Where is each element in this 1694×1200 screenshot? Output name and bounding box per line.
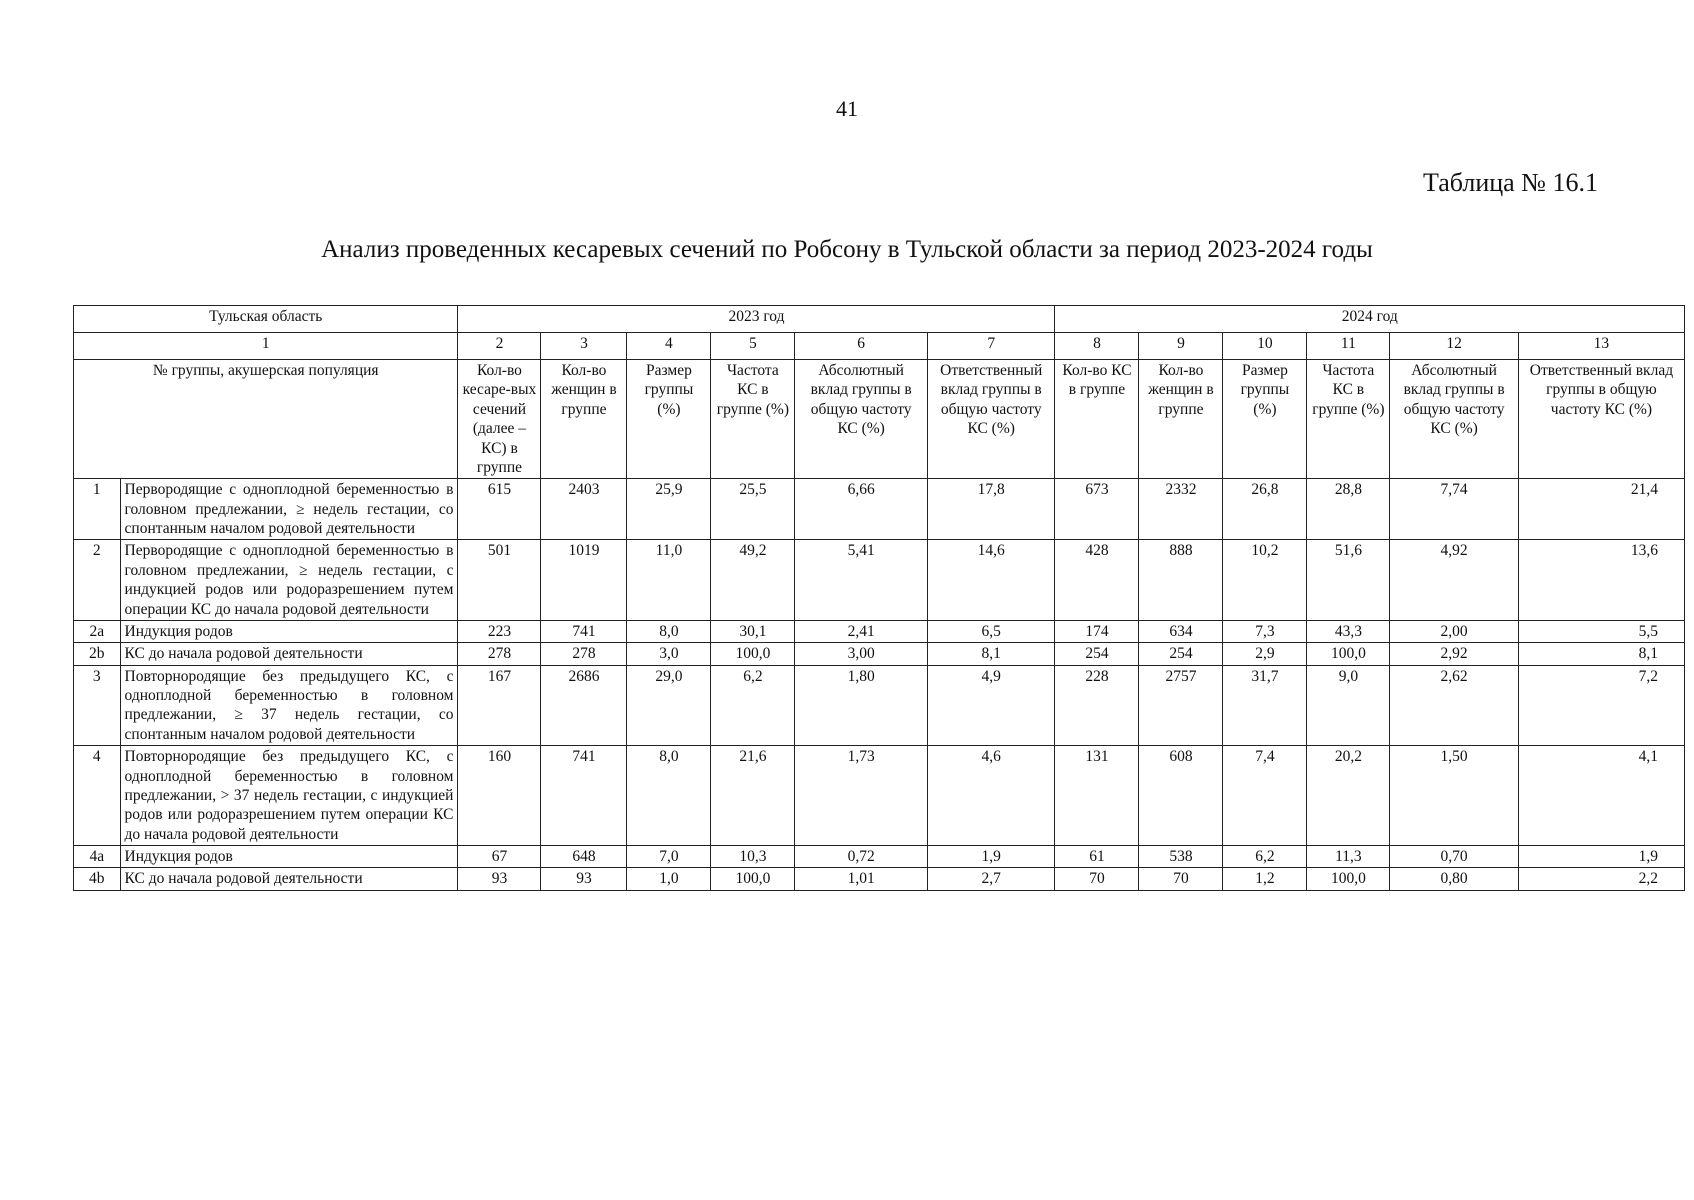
table-cell: 7,0 (627, 846, 711, 868)
column-header: Частота КС в группе (%) (1307, 360, 1390, 479)
table-row (74, 868, 1685, 890)
table-cell: 2,00 (1390, 620, 1519, 642)
table-cell: 6,5 (927, 620, 1055, 642)
table-cell: 10,2 (1223, 540, 1307, 621)
table-cell: 1,01 (795, 868, 928, 890)
group-id: 2 (74, 540, 121, 621)
table-cell: 4,9 (927, 665, 1055, 746)
group-description: Первородящие с одноплодной беременностью в головном предлежании, ≥ недель гестации, со спонтанным началом родовой деятельности (120, 479, 458, 540)
group-description: Повторнородящие без предыдущего КС, с одноплодной беременностью в головном предлежании, ≥ 37 недель гестации, со спонтанным началом родовой деятельности (120, 665, 458, 746)
table-cell: 741 (541, 620, 627, 642)
group-id: 3 (74, 665, 121, 746)
group-header: № группы, акушерская популяция (74, 360, 458, 479)
column-header: Частота КС в группе (%) (711, 360, 795, 479)
table-cell: 6,2 (711, 665, 795, 746)
table-cell: 70 (1055, 868, 1139, 890)
document-title: Анализ проведенных кесаревых сечений по Робсону в Тульской области за период 2023-2024 годы (321, 236, 1373, 263)
table-cell: 21,4 (1518, 479, 1684, 540)
group-description: Индукция родов (120, 846, 458, 868)
table-cell: 17,8 (927, 479, 1055, 540)
robson-table (73, 305, 1685, 891)
table-cell: 93 (458, 868, 541, 890)
table-cell: 1,0 (627, 868, 711, 890)
group-description: КС до начала родовой деятельности (120, 868, 458, 890)
table-cell: 1,9 (927, 846, 1055, 868)
table-cell: 100,0 (1307, 868, 1390, 890)
table-cell: 2757 (1139, 665, 1223, 746)
table-cell: 49,2 (711, 540, 795, 621)
table-cell: 21,6 (711, 746, 795, 846)
column-number: 3 (541, 333, 627, 360)
table-cell: 3,00 (795, 643, 928, 665)
table-cell: 1,50 (1390, 746, 1519, 846)
table-cell: 7,2 (1518, 665, 1684, 746)
table-cell: 100,0 (711, 868, 795, 890)
table-cell: 0,72 (795, 846, 928, 868)
group-id: 2a (74, 620, 121, 642)
table-cell: 741 (541, 746, 627, 846)
table-cell: 51,6 (1307, 540, 1390, 621)
table-cell: 10,3 (711, 846, 795, 868)
table-cell: 167 (458, 665, 541, 746)
year-2023-header: 2023 год (458, 306, 1055, 333)
column-number: 4 (627, 333, 711, 360)
table-cell: 20,2 (1307, 746, 1390, 846)
table-cell: 1,80 (795, 665, 928, 746)
group-description: Индукция родов (120, 620, 458, 642)
table-number: Таблица № 16.1 (1422, 168, 1598, 197)
page-number: 41 (836, 96, 858, 121)
table-row (74, 846, 1685, 868)
table-cell: 67 (458, 846, 541, 868)
table-cell: 1,2 (1223, 868, 1307, 890)
table-cell: 11,0 (627, 540, 711, 621)
table-cell: 7,74 (1390, 479, 1519, 540)
table-cell: 8,1 (927, 643, 1055, 665)
table-cell: 61 (1055, 846, 1139, 868)
table-row (74, 643, 1685, 665)
table-cell: 673 (1055, 479, 1139, 540)
table-cell: 174 (1055, 620, 1139, 642)
column-header: Ответственный вклад группы в общую частоту КС (%) (927, 360, 1055, 479)
table-cell: 254 (1055, 643, 1139, 665)
table-cell: 5,41 (795, 540, 928, 621)
header-row-column-numbers (74, 333, 1685, 360)
group-description: КС до начала родовой деятельности (120, 643, 458, 665)
header-row-years (74, 306, 1685, 333)
table-cell: 28,8 (1307, 479, 1390, 540)
group-id: 2b (74, 643, 121, 665)
table-row (74, 540, 1685, 621)
table-cell: 428 (1055, 540, 1139, 621)
table-cell: 6,66 (795, 479, 928, 540)
table-cell: 615 (458, 479, 541, 540)
column-header: Ответственный вклад группы в общую частоту КС (%) (1518, 360, 1684, 479)
table-cell: 13,6 (1518, 540, 1684, 621)
table-cell: 634 (1139, 620, 1223, 642)
table-cell: 8,0 (627, 746, 711, 846)
table-cell: 100,0 (711, 643, 795, 665)
table-cell: 70 (1139, 868, 1223, 890)
column-number: 11 (1307, 333, 1390, 360)
table-cell: 4,6 (927, 746, 1055, 846)
group-id: 4a (74, 846, 121, 868)
table-cell: 5,5 (1518, 620, 1684, 642)
region-header: Тульская область (74, 306, 458, 333)
table-cell: 2686 (541, 665, 627, 746)
table-cell: 538 (1139, 846, 1223, 868)
table-cell: 648 (541, 846, 627, 868)
table-cell: 2403 (541, 479, 627, 540)
table-cell: 228 (1055, 665, 1139, 746)
column-number: 8 (1055, 333, 1139, 360)
table-cell: 160 (458, 746, 541, 846)
table-cell: 11,3 (1307, 846, 1390, 868)
table-cell: 278 (458, 643, 541, 665)
table-cell: 1,9 (1518, 846, 1684, 868)
table-cell: 0,70 (1390, 846, 1519, 868)
column-header: Кол-во кесаре-вых сечений (далее – КС) в группе (458, 360, 541, 479)
table-cell: 501 (458, 540, 541, 621)
table-row (74, 479, 1685, 540)
table-row (74, 665, 1685, 746)
column-header: Кол-во женщин в группе (541, 360, 627, 479)
table-cell: 0,80 (1390, 868, 1519, 890)
table-cell: 25,9 (627, 479, 711, 540)
table-cell: 278 (541, 643, 627, 665)
table-cell: 100,0 (1307, 643, 1390, 665)
group-id: 1 (74, 479, 121, 540)
group-description: Первородящие с одноплодной беременностью в головном предлежании, ≥ недель гестации, с индукцией родов или родоразрешением путем операции КС до начала родовой деятельности (120, 540, 458, 621)
table-cell: 6,2 (1223, 846, 1307, 868)
table-cell: 8,1 (1518, 643, 1684, 665)
header-row-column-titles (74, 360, 1685, 479)
table-cell: 2,62 (1390, 665, 1519, 746)
table-row (74, 620, 1685, 642)
group-id: 4 (74, 746, 121, 846)
table-cell: 2,9 (1223, 643, 1307, 665)
table-cell: 26,8 (1223, 479, 1307, 540)
table-cell: 30,1 (711, 620, 795, 642)
table-cell: 8,0 (627, 620, 711, 642)
table-cell: 3,0 (627, 643, 711, 665)
table-cell: 1019 (541, 540, 627, 621)
table-cell: 43,3 (1307, 620, 1390, 642)
table-cell: 4,1 (1518, 746, 1684, 846)
column-header: Кол-во КС в группе (1055, 360, 1139, 479)
table-cell: 7,3 (1223, 620, 1307, 642)
table-cell: 9,0 (1307, 665, 1390, 746)
table-cell: 608 (1139, 746, 1223, 846)
table-cell: 4,92 (1390, 540, 1519, 621)
table-cell: 93 (541, 868, 627, 890)
table-cell: 2,92 (1390, 643, 1519, 665)
group-description: Повторнородящие без предыдущего КС, с одноплодной беременностью в головном предлежании, > 37 недель гестации, с индукцией родов или родоразрешением путем операции КС до начала родовой деятельности (120, 746, 458, 846)
column-number: 13 (1518, 333, 1684, 360)
column-number: 7 (927, 333, 1055, 360)
column-number: 2 (458, 333, 541, 360)
table-cell: 223 (458, 620, 541, 642)
table-cell: 888 (1139, 540, 1223, 621)
group-id: 4b (74, 868, 121, 890)
table-cell: 254 (1139, 643, 1223, 665)
year-2024-header: 2024 год (1055, 306, 1685, 333)
column-number: 12 (1390, 333, 1519, 360)
table-cell: 2,7 (927, 868, 1055, 890)
table-cell: 1,73 (795, 746, 928, 846)
table-cell: 29,0 (627, 665, 711, 746)
column-number: 6 (795, 333, 928, 360)
table-cell: 2332 (1139, 479, 1223, 540)
table-cell: 2,2 (1518, 868, 1684, 890)
column-header: Размер группы (%) (1223, 360, 1307, 479)
column-header: Кол-во женщин в группе (1139, 360, 1223, 479)
table-cell: 25,5 (711, 479, 795, 540)
table-cell: 2,41 (795, 620, 928, 642)
table-cell: 131 (1055, 746, 1139, 846)
column-number: 5 (711, 333, 795, 360)
column-header: Абсолютный вклад группы в общую частоту КС (%) (1390, 360, 1519, 479)
column-number: 1 (74, 333, 458, 360)
table-cell: 14,6 (927, 540, 1055, 621)
table-row (74, 746, 1685, 846)
column-header: Размер группы (%) (627, 360, 711, 479)
column-number: 9 (1139, 333, 1223, 360)
column-number: 10 (1223, 333, 1307, 360)
table-cell: 31,7 (1223, 665, 1307, 746)
column-header: Абсолютный вклад группы в общую частоту КС (%) (795, 360, 928, 479)
table-cell: 7,4 (1223, 746, 1307, 846)
